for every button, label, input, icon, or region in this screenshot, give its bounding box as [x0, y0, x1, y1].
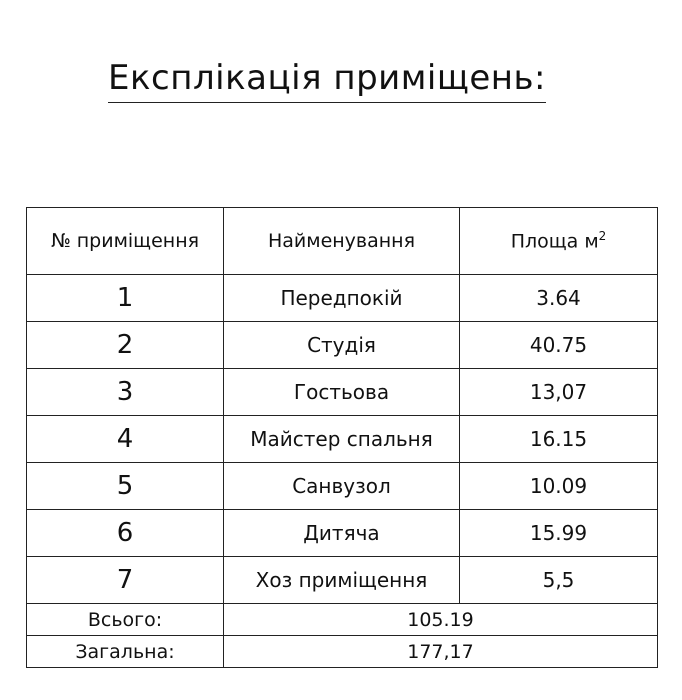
- room-name: Майстер спальня: [224, 416, 460, 463]
- room-name: Гостьова: [224, 369, 460, 416]
- room-area: 10.09: [460, 463, 658, 510]
- room-explication-table: [26, 207, 658, 668]
- room-area: 13,07: [460, 369, 658, 416]
- total-row: [27, 604, 658, 636]
- room-number: 4: [27, 416, 224, 463]
- total-label: Всього:: [27, 604, 224, 636]
- table-row: [27, 510, 658, 557]
- room-number: 7: [27, 557, 224, 604]
- grand-total-value: 177,17: [224, 636, 658, 668]
- room-name: Санвузол: [224, 463, 460, 510]
- room-name: Передпокій: [224, 275, 460, 322]
- room-name: Хоз приміщення: [224, 557, 460, 604]
- room-area: 16.15: [460, 416, 658, 463]
- table-row: [27, 322, 658, 369]
- total-value: 105.19: [224, 604, 658, 636]
- room-area: 3.64: [460, 275, 658, 322]
- room-number: 1: [27, 275, 224, 322]
- room-number: 2: [27, 322, 224, 369]
- table-row: [27, 416, 658, 463]
- room-number: 6: [27, 510, 224, 557]
- table-row: [27, 275, 658, 322]
- room-name: Студія: [224, 322, 460, 369]
- header-room-number: № приміщення: [27, 208, 224, 275]
- grand-total-label: Загальна:: [27, 636, 224, 668]
- room-area: 5,5: [460, 557, 658, 604]
- grand-total-row: [27, 636, 658, 668]
- room-number: 3: [27, 369, 224, 416]
- header-area: [460, 208, 658, 275]
- table-row: [27, 369, 658, 416]
- table-header-row: [27, 208, 658, 275]
- table-row: [27, 557, 658, 604]
- room-number: 5: [27, 463, 224, 510]
- header-room-name: Найменування: [224, 208, 460, 275]
- page-title: Експлікація приміщень:: [108, 58, 546, 103]
- room-area: 40.75: [460, 322, 658, 369]
- header-area-label: Площа м: [510, 230, 599, 253]
- header-area-unit-superscript: 2: [598, 229, 607, 244]
- room-name: Дитяча: [224, 510, 460, 557]
- table-row: [27, 463, 658, 510]
- room-area: 15.99: [460, 510, 658, 557]
